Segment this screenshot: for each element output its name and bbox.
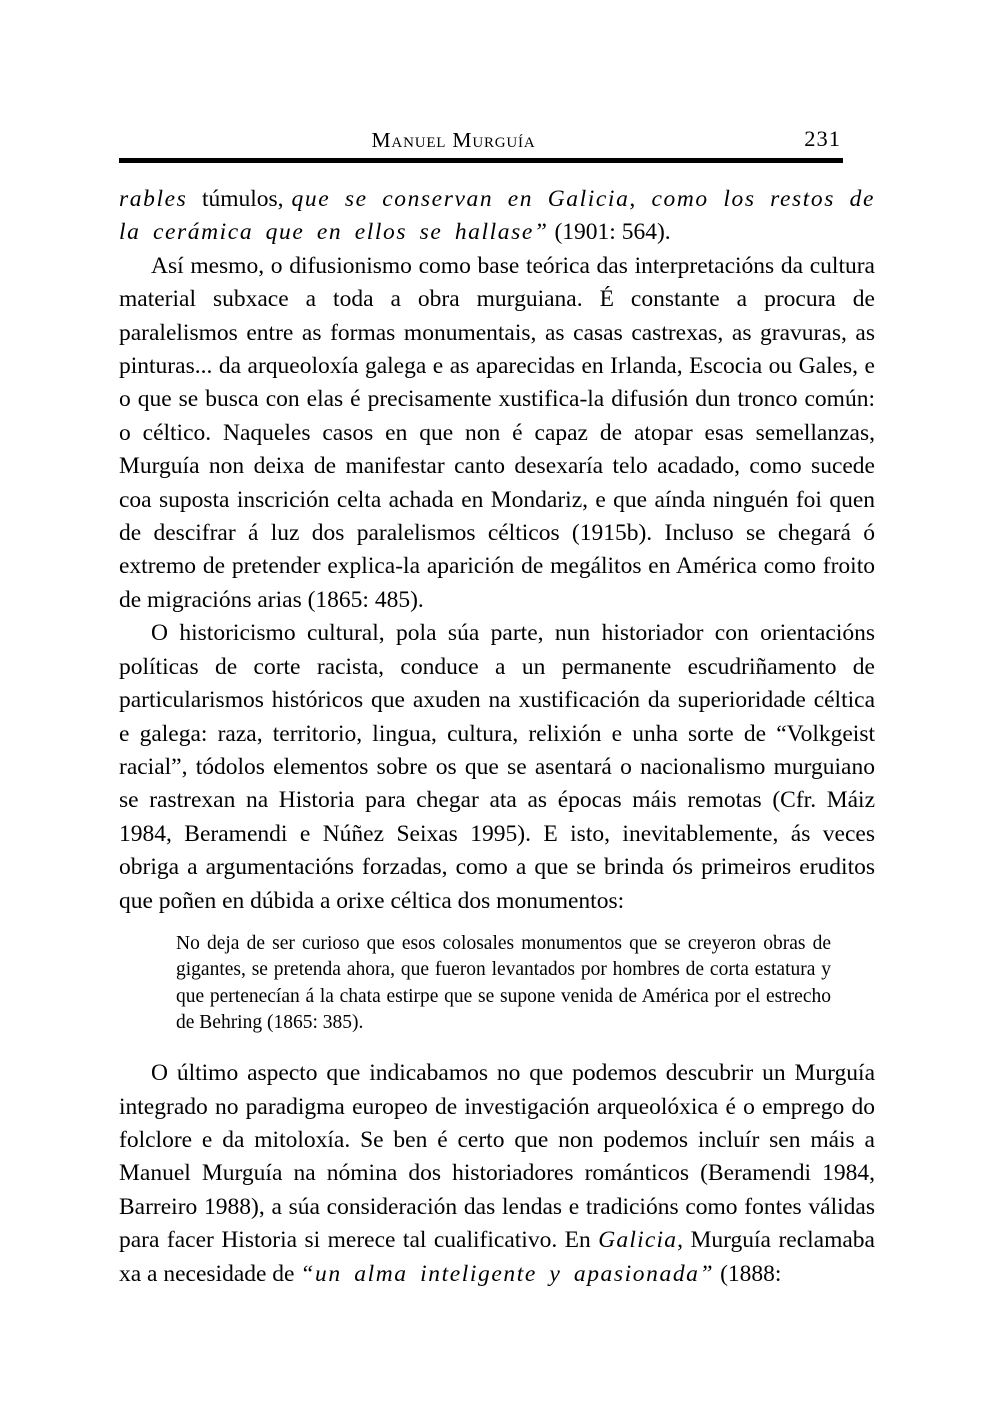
body-text: O último aspecto que indicabamos no que podemos descubrir un Murguía integrado no paradigma europeo de investigación arqueolóxica é o emprego do folclore e da mitoloxía. Se ben é certo que non podemos incluír sen máis a Manuel Murguía na nómina dos historiadores románticos (Beramendi 1984, Barreiro 1988), a súa consideración das lendas e tradicións como fontes válidas para facer Historia si merece tal cualificativo. En: [119, 1060, 875, 1254]
paragraph-continuation: [119, 183, 875, 250]
roman-fragment: túmulos,: [201, 186, 292, 212]
body-text: , Murguía reclamaba xa a necesidade de: [119, 1227, 875, 1287]
running-title: Manuel Murguía: [371, 128, 536, 152]
header-rule-divider: [119, 158, 843, 163]
paragraph-ultimo-aspecto: [119, 1057, 875, 1291]
page-number: 231: [804, 126, 841, 151]
running-header: [119, 128, 843, 158]
italic-quote-fragment: rables: [119, 186, 202, 212]
text-block: [119, 183, 875, 1291]
blockquote-citation: [176, 931, 831, 1036]
quote-text: No deja de ser curioso que esos colosales monumentos que se creyeron obras de gigantes, se pretenda ahora, que fueron levantados por hombres de corta estatura y que pertenecían á la chata estirpe que se supone venida de América por el estrecho de Behring (1865: 385).: [176, 932, 831, 1033]
body-text: O historicismo cultural, pola súa parte, nun historiador con orientacións políticas de corte racista, conduce a un permanente escudriñamento de particularismos históricos que axuden na xustificación da superioridade céltica e galega: raza, territorio, lingua, cultura, relixión e unha sorte de “Volkgeist racial”, tódolos elementos sobre os que se asentará o nacionalismo murguiano se rastrexan na Historia para chegar ata as épocas máis remotas (Cfr. Máiz 1984, Beramendi e Núñez Seixas 1995). E isto, inevitablemente, ás veces obriga a argumentacións forzadas, como a que se brinda ós primeiros eruditos que poñen en dúbida a orixe céltica dos monumentos:: [119, 620, 875, 914]
book-page: [119, 0, 875, 1417]
body-text: Así mesmo, o difusionismo como base teórica das interpretacións da cultura material subxace a toda a obra murguiana. É constante a procura de paralelismos entre as formas monumentais, as casas castrexas, as gravuras, as pinturas... da arqueoloxía galega e as aparecidas en Irlanda, Escocia ou Gales, e o que se busca con elas é precisamente xustifica-la difusión dun tronco común: o céltico. Naqueles casos en que non é capaz de atopar esas semellanzas, Murguía non deixa de manifestar canto desexaría telo acadado, como sucede coa suposta inscrición celta achada en Mondariz, e que aínda ninguén foi quen de descifrar á luz dos paralelismos célticos (1915b). Incluso se chegará ó extremo de pretender explica-la aparición de megálitos en América como froito de migracións arias (1865: 485).: [119, 252, 875, 613]
italic-quote-fragment: “un alma inteligente y apasionada”: [300, 1260, 715, 1287]
italic-work-title: Galicia: [598, 1227, 678, 1254]
italic-quote-fragment: que se conservan en Galicia, como los restos de la cerámica que en ellos se hallase”: [119, 186, 875, 246]
citation-reference: (1901: 564).: [548, 219, 671, 246]
paragraph-difusionismo: [119, 250, 875, 617]
citation-reference: (1888:: [714, 1260, 782, 1287]
paragraph-historicismo: [119, 617, 875, 918]
